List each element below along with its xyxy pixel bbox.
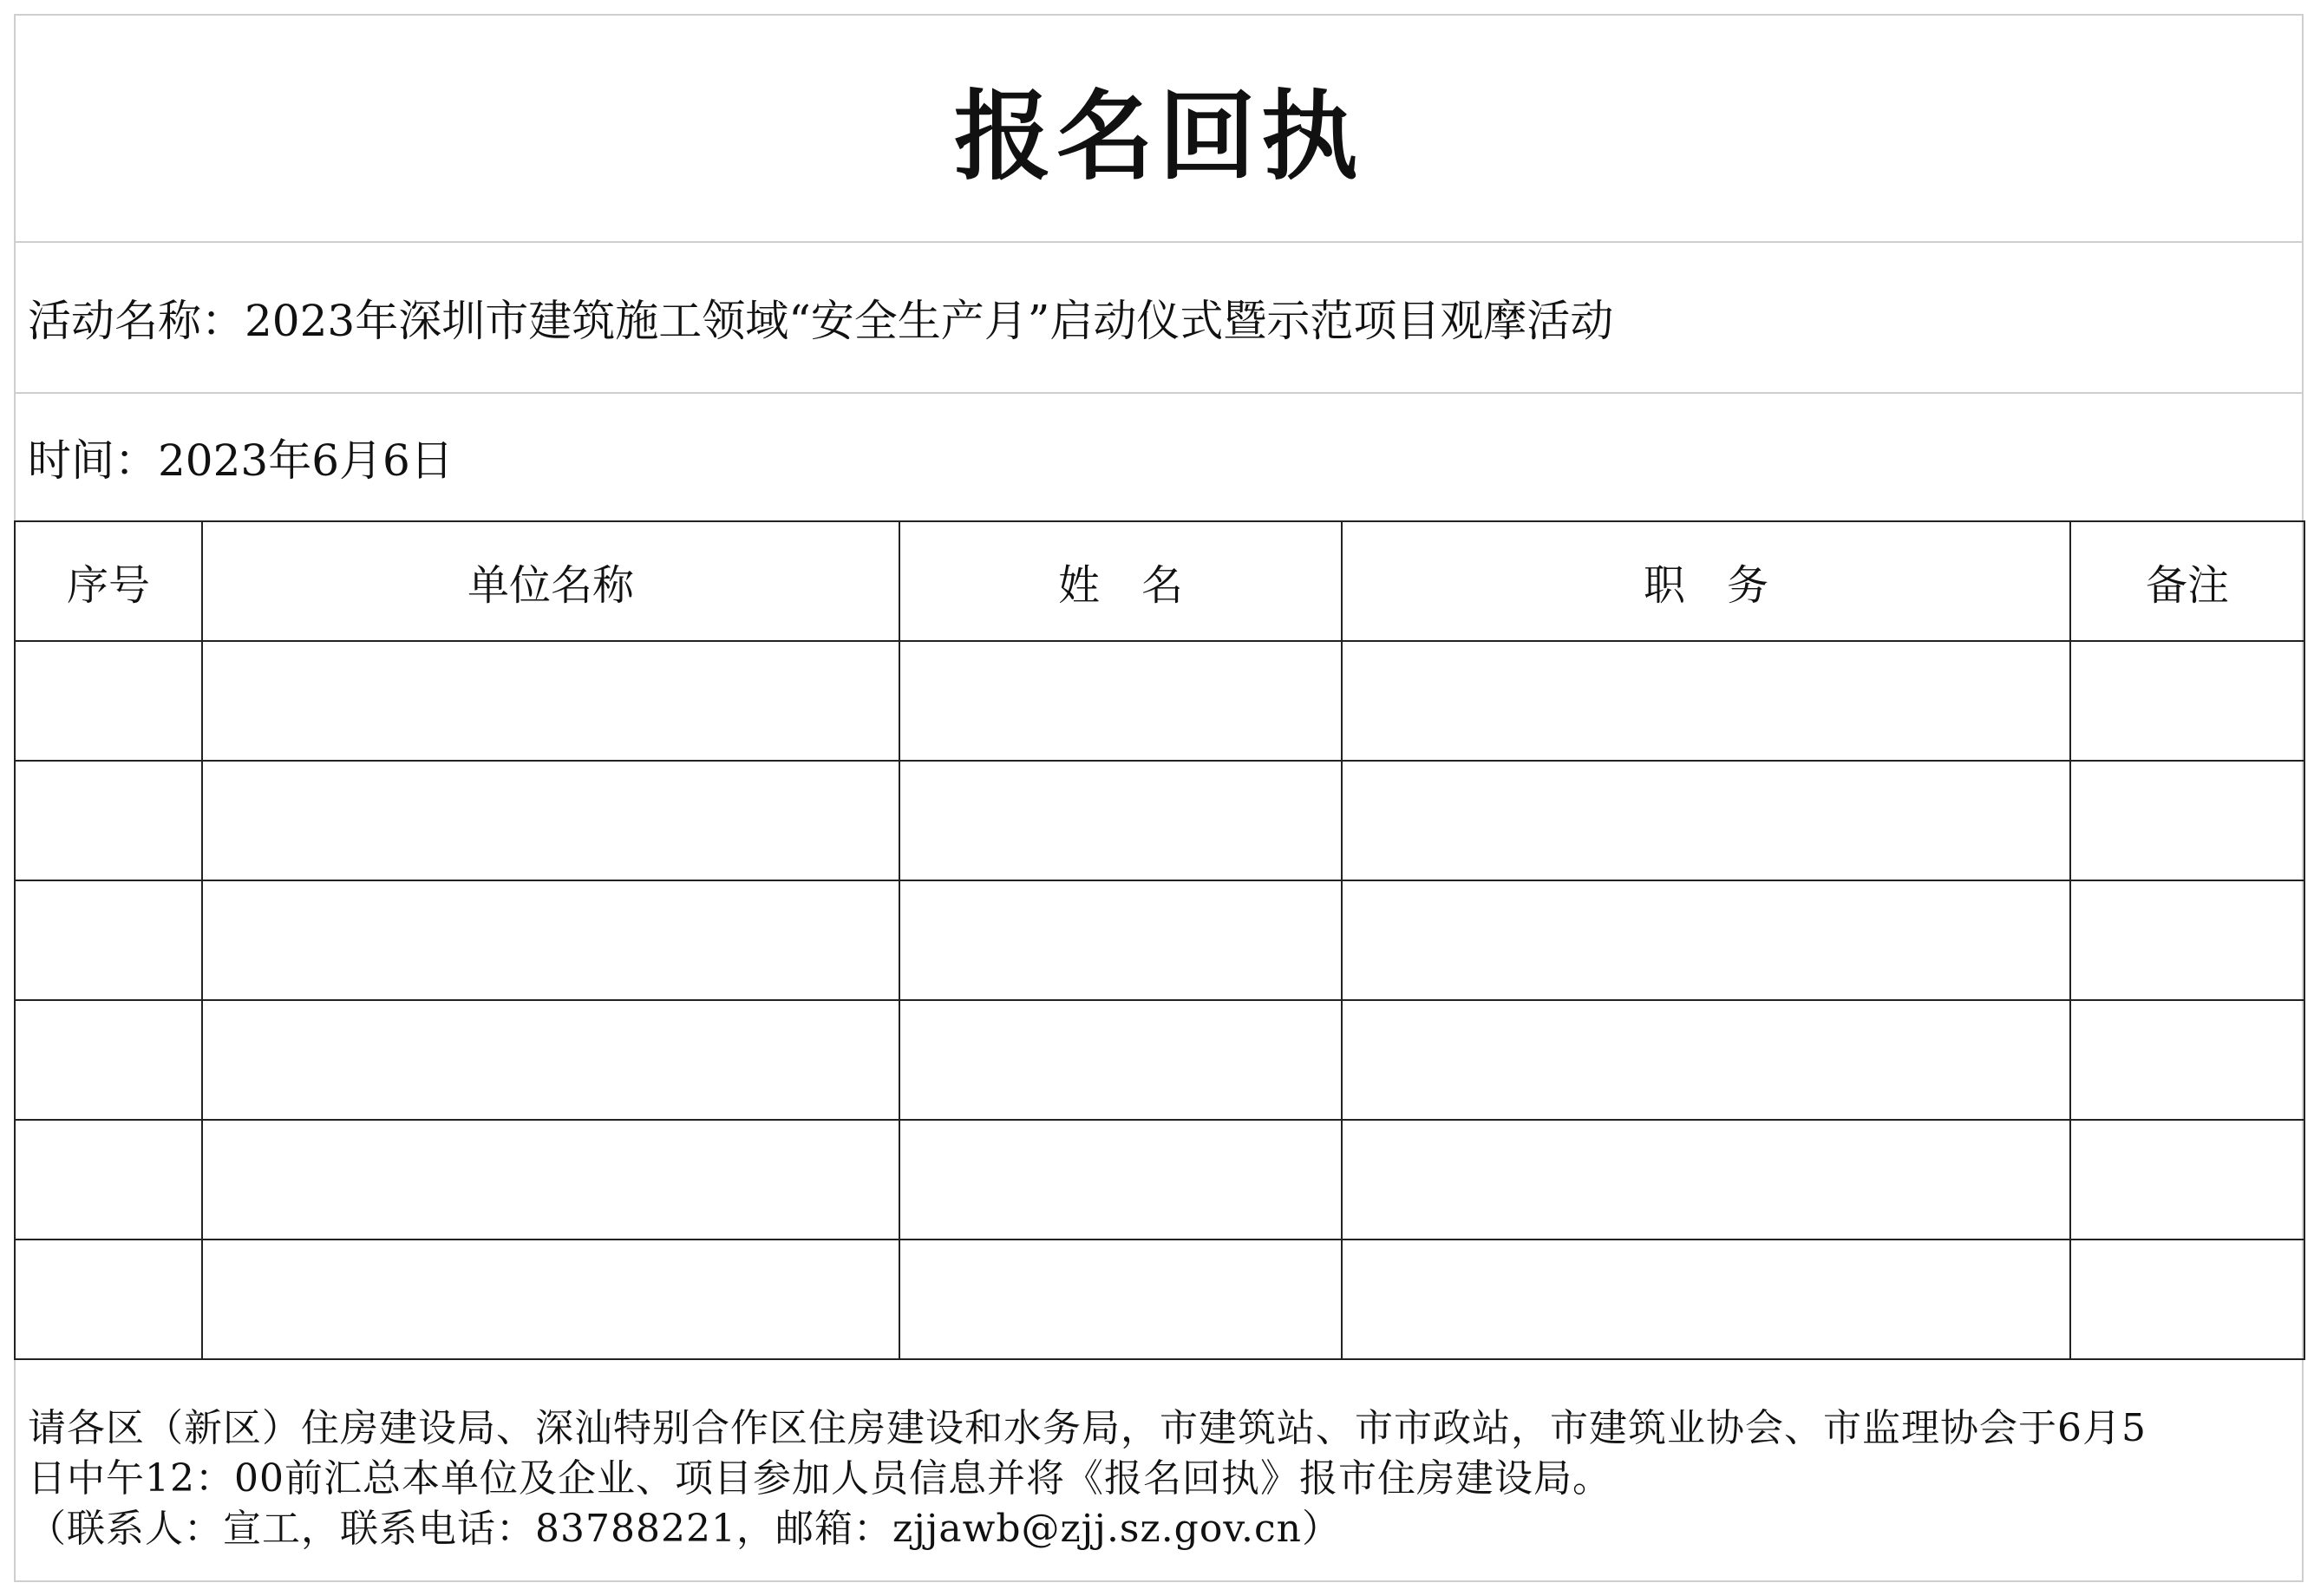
cell-organization[interactable] <box>202 1240 899 1359</box>
header-remarks: 备注 <box>2070 521 2304 641</box>
submission-instructions <box>28 1403 2283 1554</box>
table-header-row <box>15 521 2304 641</box>
cell-organization[interactable] <box>202 761 899 880</box>
cell-organization[interactable] <box>202 1120 899 1240</box>
cell-serial-number[interactable] <box>15 880 202 1000</box>
cell-position[interactable] <box>1342 1120 2070 1240</box>
cell-name[interactable] <box>899 880 1342 1000</box>
cell-remarks[interactable] <box>2070 641 2304 761</box>
header-serial-number: 序号 <box>15 521 202 641</box>
cell-position[interactable] <box>1342 641 2070 761</box>
header-name: 姓 名 <box>899 521 1342 641</box>
cell-remarks[interactable] <box>2070 1120 2304 1240</box>
table-row <box>15 880 2304 1000</box>
cell-remarks[interactable] <box>2070 761 2304 880</box>
instructions-line-1: 请各区（新区）住房建设局、深汕特别合作区住房建设和水务局，市建筑站、市市政站，市建筑业协会、市监理协会于6月5 <box>28 1406 2147 1450</box>
activity-time: 时间：2023年6月6日 <box>28 435 454 486</box>
cell-name[interactable] <box>899 641 1342 761</box>
cell-organization[interactable] <box>202 880 899 1000</box>
table-row <box>15 1120 2304 1240</box>
cell-position[interactable] <box>1342 880 2070 1000</box>
cell-name[interactable] <box>899 761 1342 880</box>
table-row <box>15 761 2304 880</box>
cell-position[interactable] <box>1342 1000 2070 1120</box>
table-row <box>15 641 2304 761</box>
cell-name[interactable] <box>899 1120 1342 1240</box>
instructions-line-2: 日中午12：00前汇总本单位及企业、项目参加人员信息并将《报名回执》报市住房建设局。 <box>28 1456 1611 1501</box>
page-title: 报名回执 <box>16 16 2302 243</box>
cell-remarks[interactable] <box>2070 880 2304 1000</box>
cell-name[interactable] <box>899 1240 1342 1359</box>
cell-name[interactable] <box>899 1000 1342 1120</box>
activity-name: 活动名称：2023年深圳市建筑施工领域“安全生产月”启动仪式暨示范项目观摩活动 <box>16 243 2302 394</box>
registration-form <box>14 14 2304 1582</box>
cell-serial-number[interactable] <box>15 1120 202 1240</box>
cell-serial-number[interactable] <box>15 1240 202 1359</box>
cell-remarks[interactable] <box>2070 1000 2304 1120</box>
cell-position[interactable] <box>1342 1240 2070 1359</box>
cell-serial-number[interactable] <box>15 641 202 761</box>
cell-serial-number[interactable] <box>15 1000 202 1120</box>
cell-position[interactable] <box>1342 761 2070 880</box>
header-position: 职 务 <box>1342 521 2070 641</box>
cell-remarks[interactable] <box>2070 1240 2304 1359</box>
cell-organization[interactable] <box>202 1000 899 1120</box>
header-organization: 单位名称 <box>202 521 899 641</box>
cell-serial-number[interactable] <box>15 761 202 880</box>
cell-organization[interactable] <box>202 641 899 761</box>
registration-table <box>14 520 2305 1360</box>
contact-info: （联系人：宣工，联系电话：83788221，邮箱：zjjawb@zjj.sz.gov.cn） <box>28 1507 1341 1551</box>
table-row <box>15 1000 2304 1120</box>
table-row <box>15 1240 2304 1359</box>
